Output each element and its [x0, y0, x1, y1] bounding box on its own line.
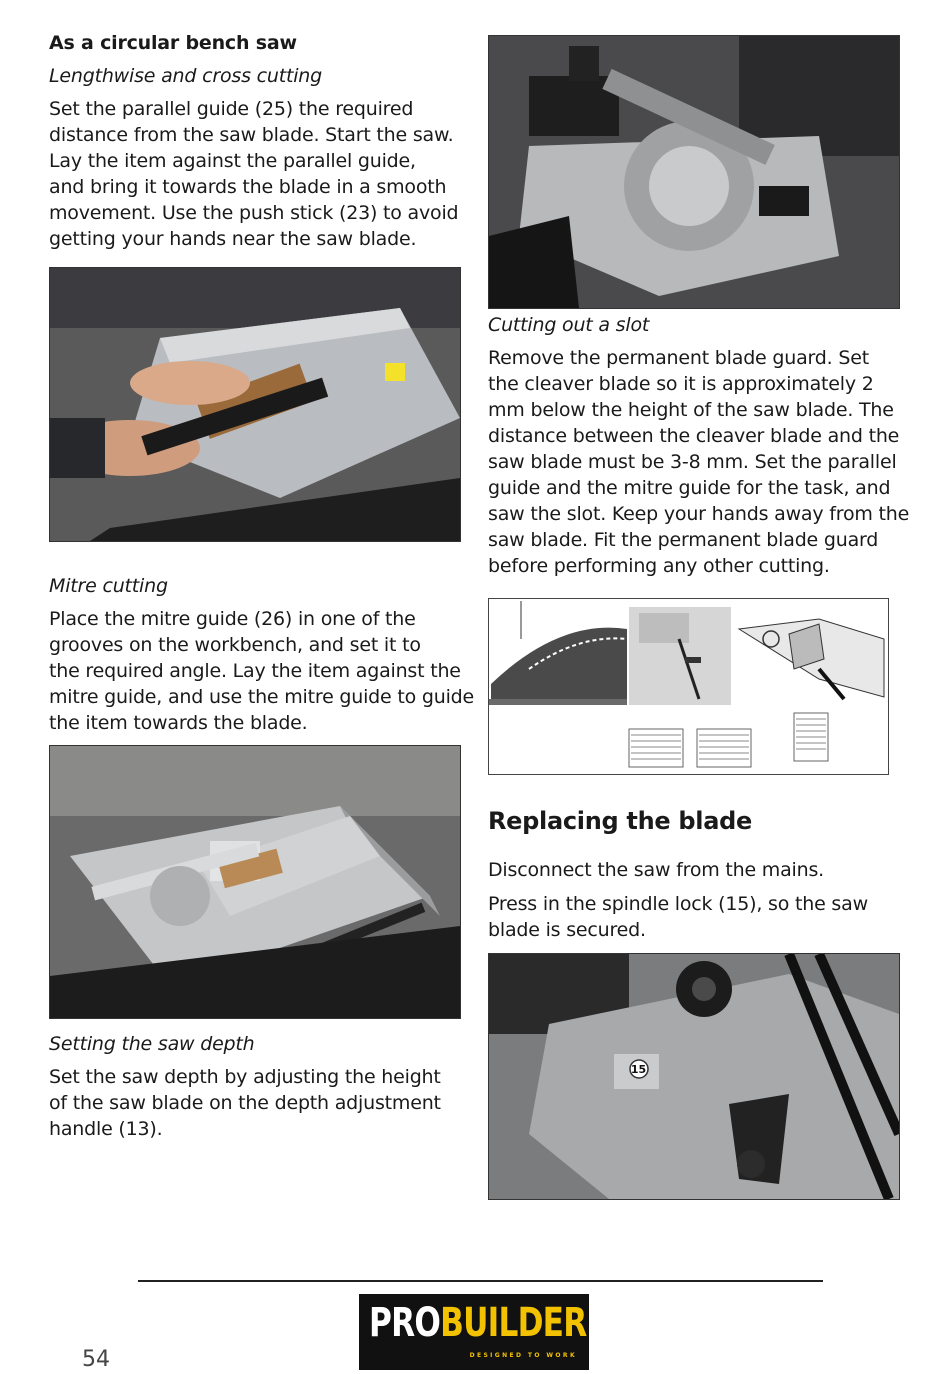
logo-wordmark	[369, 1300, 586, 1346]
text-line: saw blade. Fit the permanent blade guard	[488, 529, 879, 551]
text-line: Set the saw depth by adjusting the height	[49, 1066, 441, 1088]
page-number: 54	[82, 1347, 110, 1372]
text-line: getting your hands near the saw blade.	[49, 228, 417, 250]
photo-slot-cutting	[488, 35, 900, 309]
logo-tagline: DESIGNED TO WORK	[469, 1352, 577, 1359]
slot-cutting-diagram	[488, 598, 889, 775]
slot-diagram-illustration	[489, 599, 888, 774]
text-line: mm below the height of the saw blade. The	[488, 399, 894, 421]
logo-pro-text: PRO	[369, 1300, 441, 1346]
text-line: saw blade must be 3-8 mm. Set the parallel	[488, 451, 897, 473]
text-line: distance between the cleaver blade and the	[488, 425, 900, 447]
replacing-blade-heading: Replacing the blade	[488, 807, 752, 835]
spindle-lock-callout-number: 15	[630, 1063, 647, 1076]
text-line: the cleaver blade so it is approximately 2	[488, 373, 874, 395]
text-line: the item towards the blade.	[49, 712, 308, 734]
photo-spindle-lock	[488, 953, 900, 1200]
text-line: Set the parallel guide (25) the required	[49, 98, 414, 120]
text-line: of the saw blade on the depth adjustment	[49, 1092, 441, 1114]
slot-paragraph	[488, 345, 909, 579]
replace-paragraph-1: Disconnect the saw from the mains.	[488, 859, 825, 881]
photo-slot-illustration	[489, 36, 899, 308]
text-line: grooves on the workbench, and set it to	[49, 634, 421, 656]
text-line: blade is secured.	[488, 919, 646, 941]
probuilder-logo	[359, 1294, 589, 1370]
depth-subheading: Setting the saw depth	[49, 1033, 255, 1055]
text-line: Place the mitre guide (26) in one of the	[49, 608, 416, 630]
photo-spindle-illustration	[489, 954, 899, 1199]
text-line: Remove the permanent blade guard. Set	[488, 347, 869, 369]
text-line: distance from the saw blade. Start the saw.	[49, 124, 454, 146]
photo-lengthwise-illustration	[50, 268, 460, 541]
text-line: guide and the mitre guide for the task, and	[488, 477, 891, 499]
lengthwise-paragraph	[49, 96, 458, 252]
photo-mitre-cutting	[49, 745, 461, 1019]
text-line: and bring it towards the blade in a smooth	[49, 176, 447, 198]
text-line: the required angle. Lay the item against the	[49, 660, 461, 682]
photo-mitre-illustration	[50, 746, 460, 1018]
replace-paragraph-2	[488, 891, 868, 943]
mitre-paragraph	[49, 606, 474, 736]
depth-paragraph	[49, 1064, 441, 1142]
text-line: mitre guide, and use the mitre guide to guide	[49, 686, 475, 708]
text-line: saw the slot. Keep your hands away from the	[488, 503, 910, 525]
mitre-subheading: Mitre cutting	[49, 575, 168, 597]
text-line: Press in the spindle lock (15), so the saw	[488, 893, 868, 915]
text-line: before performing any other cutting.	[488, 555, 830, 577]
lengthwise-subheading: Lengthwise and cross cutting	[49, 65, 322, 87]
footer-rule	[138, 1280, 823, 1282]
slot-subheading: Cutting out a slot	[488, 314, 650, 336]
text-line: Lay the item against the parallel guide,	[49, 150, 416, 172]
text-line: movement. Use the push stick (23) to avoid	[49, 202, 459, 224]
photo-lengthwise-cutting	[49, 267, 461, 542]
text-line: handle (13).	[49, 1118, 163, 1140]
logo-builder-text: BUILDER	[440, 1300, 587, 1346]
section-heading: As a circular bench saw	[49, 32, 297, 54]
